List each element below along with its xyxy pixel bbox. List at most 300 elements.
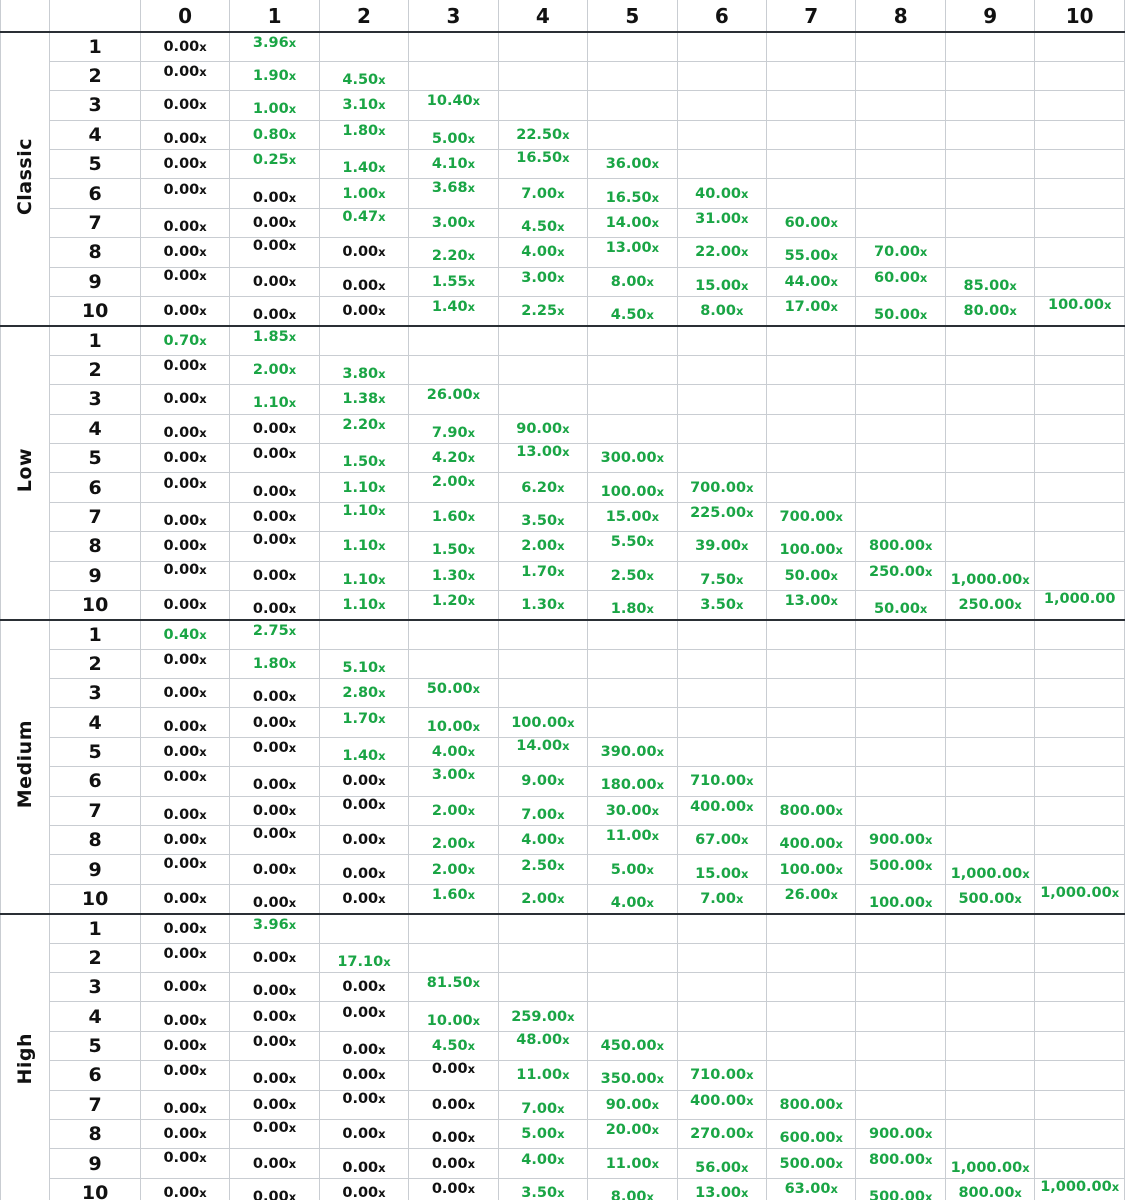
payout-cell — [588, 1031, 677, 1060]
payout-value: 3.96x — [252, 34, 297, 51]
payout-value: 2.50x — [521, 857, 565, 874]
multiplier-suffix: x — [1022, 1160, 1030, 1175]
multiplier-suffix: x — [288, 307, 297, 322]
multiplier-suffix: x — [288, 484, 297, 499]
multiplier-suffix: x — [646, 274, 654, 289]
payout-cell — [140, 708, 229, 737]
payout-cell — [1035, 708, 1125, 737]
payout-cell — [1035, 61, 1125, 90]
payout-cell — [409, 32, 498, 61]
table-row — [1, 91, 1125, 120]
multiplier-suffix: x — [378, 711, 386, 726]
multiplier-suffix: x — [288, 421, 297, 436]
multiplier-suffix: x — [467, 1181, 476, 1196]
column-header: 1 — [230, 0, 319, 32]
payout-cell — [140, 502, 229, 531]
payout-value: 0.00x — [252, 983, 297, 1000]
payout-cell — [767, 91, 856, 120]
payout-cell — [409, 973, 498, 1002]
payout-cell — [945, 532, 1034, 561]
payout-cell — [1035, 150, 1125, 179]
payout-cell — [588, 884, 677, 913]
payout-cell — [140, 1090, 229, 1119]
payout-value: 0.00x — [163, 920, 207, 937]
payout-value: 11.00x — [605, 828, 659, 845]
payout-cell — [409, 1090, 498, 1119]
multiplier-suffix: x — [199, 627, 207, 642]
payout-cell — [409, 61, 498, 90]
payout-value: 1.85x — [252, 328, 297, 345]
payout-cell — [140, 32, 229, 61]
row-header: 2 — [50, 649, 140, 678]
payout-cell — [677, 297, 766, 326]
multiplier-suffix: x — [288, 568, 297, 583]
payout-cell — [230, 855, 319, 884]
corner-cell-group — [1, 0, 50, 32]
payout-value: 22.00x — [695, 244, 749, 261]
payout-cell — [140, 767, 229, 796]
multiplier-suffix: x — [1014, 597, 1022, 612]
payout-cell — [677, 796, 766, 825]
multiplier-suffix: x — [467, 543, 476, 558]
payout-cell — [319, 1031, 408, 1060]
payout-value: 2.20x — [342, 416, 386, 433]
payout-value: 0.00x — [252, 1033, 297, 1050]
payout-value: 0.00x — [163, 302, 207, 319]
payout-value: 250.00x — [869, 563, 933, 580]
multiplier-suffix: x — [557, 597, 565, 612]
payout-cell — [767, 855, 856, 884]
multiplier-suffix: x — [378, 797, 386, 812]
row-header: 4 — [50, 708, 140, 737]
table-body — [1, 0, 1125, 1200]
multiplier-suffix: x — [288, 509, 297, 524]
payout-cell — [1035, 679, 1125, 708]
payout-cell — [140, 238, 229, 267]
payout-cell — [945, 120, 1034, 149]
payout-value: 1,000.00 — [1043, 590, 1116, 607]
payout-cell — [1035, 737, 1125, 766]
payout-cell — [409, 267, 498, 296]
payout-value: 2.00x — [252, 361, 297, 378]
row-header: 4 — [50, 414, 140, 443]
payout-value: 400.00x — [690, 798, 754, 815]
multiplier-suffix: x — [288, 1072, 297, 1087]
payout-cell — [498, 1119, 587, 1148]
payout-cell — [409, 443, 498, 472]
payout-cell — [319, 679, 408, 708]
payout-cell — [498, 355, 587, 384]
row-header: 5 — [50, 1031, 140, 1060]
payout-value: 31.00x — [695, 211, 749, 228]
multiplier-suffix: x — [199, 333, 207, 348]
corner-cell-rows — [50, 0, 140, 32]
multiplier-suffix: x — [1009, 303, 1017, 318]
payout-value: 5.00x — [431, 130, 476, 147]
payout-cell — [856, 355, 945, 384]
payout-value: 0.00x — [252, 949, 297, 966]
payout-cell — [945, 385, 1034, 414]
payout-cell — [945, 590, 1034, 619]
payout-cell — [1035, 1090, 1125, 1119]
payout-value: 1,000.00x — [1040, 1178, 1120, 1195]
payout-cell — [319, 620, 408, 649]
payout-value: 14.00x — [516, 738, 570, 755]
payout-cell — [677, 855, 766, 884]
row-header: 5 — [50, 737, 140, 766]
payout-cell — [677, 590, 766, 619]
payout-cell — [1035, 649, 1125, 678]
payout-cell — [1035, 561, 1125, 590]
payout-value: 5.00x — [521, 1126, 565, 1143]
table-row — [1, 620, 1125, 649]
payout-cell — [588, 943, 677, 972]
payout-cell — [588, 91, 677, 120]
row-header: 3 — [50, 91, 140, 120]
multiplier-suffix: x — [467, 887, 476, 902]
payout-value: 1.10x — [342, 502, 386, 519]
payout-cell — [1035, 943, 1125, 972]
multiplier-suffix: x — [924, 833, 933, 848]
payout-cell — [856, 767, 945, 796]
payout-value: 0.00x — [252, 215, 297, 232]
row-header: 10 — [50, 590, 140, 619]
payout-value: 350.00x — [600, 1071, 665, 1088]
multiplier-suffix: x — [378, 833, 386, 848]
payout-value: 8.00x — [700, 302, 744, 319]
payout-cell — [1035, 326, 1125, 355]
payout-cell — [319, 737, 408, 766]
payout-value: 7.00x — [521, 1100, 565, 1117]
payout-cell — [945, 443, 1034, 472]
payout-value: 0.00x — [342, 1004, 386, 1021]
payout-cell — [677, 679, 766, 708]
payout-value: 1.60x — [431, 508, 476, 525]
payout-value: 0.00x — [431, 1155, 476, 1172]
row-header: 1 — [50, 32, 140, 61]
payout-cell — [588, 473, 677, 502]
table-row — [1, 150, 1125, 179]
payout-cell — [319, 473, 408, 502]
payout-cell — [677, 1149, 766, 1178]
multiplier-suffix: x — [199, 597, 207, 612]
multiplier-suffix: x — [562, 1032, 570, 1047]
table-row — [1, 355, 1125, 384]
multiplier-suffix: x — [288, 690, 297, 705]
payout-cell — [856, 179, 945, 208]
payout-cell — [319, 91, 408, 120]
multiplier-suffix: x — [924, 1127, 933, 1142]
multiplier-suffix: x — [746, 505, 754, 520]
payout-cell — [140, 91, 229, 120]
multiplier-suffix: x — [378, 417, 386, 432]
multiplier-suffix: x — [378, 245, 386, 260]
multiplier-suffix: x — [741, 866, 749, 881]
row-header: 2 — [50, 943, 140, 972]
payout-cell — [856, 267, 945, 296]
multiplier-suffix: x — [378, 366, 386, 381]
row-header: 3 — [50, 679, 140, 708]
payout-cell — [409, 884, 498, 913]
payout-cell — [498, 120, 587, 149]
payout-cell — [319, 561, 408, 590]
multiplier-suffix: x — [378, 1005, 386, 1020]
payout-value: 80.00x — [963, 302, 1017, 319]
row-header: 10 — [50, 297, 140, 326]
payout-value: 3.96x — [252, 916, 297, 933]
payout-cell — [677, 532, 766, 561]
payout-value: 0.00x — [163, 156, 207, 173]
multiplier-suffix: x — [656, 1072, 665, 1087]
multiplier-suffix: x — [288, 69, 297, 84]
multiplier-suffix: x — [378, 749, 386, 764]
payout-value: 17.10x — [337, 953, 391, 970]
payout-cell — [319, 267, 408, 296]
payout-value: 0.00x — [342, 796, 386, 813]
payout-cell — [856, 590, 945, 619]
table-row — [1, 1149, 1125, 1178]
multiplier-suffix: x — [199, 39, 207, 54]
payout-value: 0.00x — [342, 1184, 386, 1200]
payout-cell — [498, 767, 587, 796]
multiplier-suffix: x — [199, 1185, 207, 1200]
payout-value: 2.50x — [610, 567, 654, 584]
row-header: 9 — [50, 561, 140, 590]
payout-value: 400.00x — [779, 836, 843, 853]
payout-cell — [945, 1031, 1034, 1060]
payout-cell — [767, 297, 856, 326]
payout-cell — [767, 120, 856, 149]
payout-cell — [767, 532, 856, 561]
payout-cell — [319, 150, 408, 179]
multiplier-suffix: x — [741, 833, 749, 848]
payout-cell — [856, 855, 945, 884]
payout-cell — [319, 297, 408, 326]
multiplier-suffix: x — [1014, 1185, 1022, 1200]
multiplier-suffix: x — [288, 827, 297, 842]
payout-cell — [767, 708, 856, 737]
payout-cell — [230, 1090, 319, 1119]
payout-cell — [230, 1119, 319, 1148]
payout-cell — [588, 32, 677, 61]
multiplier-suffix: x — [735, 891, 744, 906]
payout-cell — [1035, 973, 1125, 1002]
multiplier-suffix: x — [199, 539, 207, 554]
table-row — [1, 32, 1125, 61]
multiplier-suffix: x — [467, 180, 476, 195]
multiplier-suffix: x — [746, 480, 754, 495]
payout-value: 1.10x — [252, 395, 297, 412]
payout-cell — [498, 855, 587, 884]
payout-value: 39.00x — [695, 538, 749, 555]
multiplier-suffix: x — [378, 123, 386, 138]
payout-cell — [319, 914, 408, 943]
payout-cell — [677, 238, 766, 267]
multiplier-suffix: x — [199, 476, 207, 491]
payout-cell — [856, 502, 945, 531]
payout-cell — [856, 1090, 945, 1119]
payout-cell — [945, 767, 1034, 796]
row-header: 1 — [50, 620, 140, 649]
payout-cell — [498, 679, 587, 708]
multiplier-suffix: x — [472, 976, 481, 991]
payout-value: 800.00x — [779, 802, 843, 819]
payout-value: 0.00x — [163, 424, 207, 441]
payout-cell — [498, 443, 587, 472]
payout-cell — [767, 561, 856, 590]
multiplier-suffix: x — [288, 102, 297, 117]
multiplier-suffix: x — [1009, 278, 1017, 293]
payout-value: 3.00x — [431, 767, 476, 784]
payout-value: 0.00x — [163, 219, 207, 236]
row-header: 6 — [50, 179, 140, 208]
multiplier-suffix: x — [651, 190, 659, 205]
multiplier-suffix: x — [199, 807, 207, 822]
payout-cell — [588, 179, 677, 208]
payout-cell — [409, 532, 498, 561]
multiplier-suffix: x — [199, 220, 207, 235]
payout-cell — [1035, 32, 1125, 61]
multiplier-suffix: x — [378, 303, 386, 318]
multiplier-suffix: x — [199, 719, 207, 734]
payout-cell — [1035, 238, 1125, 267]
payout-cell — [945, 973, 1034, 1002]
multiplier-suffix: x — [199, 358, 207, 373]
payout-cell — [140, 326, 229, 355]
payout-value: 0.00x — [252, 1008, 297, 1025]
multiplier-suffix: x — [378, 278, 386, 293]
payout-cell — [1035, 1149, 1125, 1178]
payout-cell — [856, 414, 945, 443]
payout-cell — [1035, 1178, 1125, 1200]
multiplier-suffix: x — [199, 1101, 207, 1116]
multiplier-suffix: x — [378, 1068, 386, 1083]
payout-cell — [767, 826, 856, 855]
payout-value: 0.00x — [431, 1130, 476, 1147]
table-row — [1, 385, 1125, 414]
payout-value: 8.00x — [611, 1189, 654, 1200]
payout-cell — [945, 1090, 1034, 1119]
payout-cell — [140, 561, 229, 590]
payout-cell — [677, 737, 766, 766]
multiplier-suffix: x — [467, 862, 476, 877]
payout-cell — [767, 502, 856, 531]
payout-cell — [140, 443, 229, 472]
payout-value: 500.00x — [958, 890, 1022, 907]
payout-cell — [945, 1119, 1034, 1148]
payout-cell — [140, 473, 229, 502]
multiplier-suffix: x — [646, 535, 654, 550]
payout-value: 100.00x — [869, 894, 933, 911]
payout-cell — [588, 297, 677, 326]
payout-value: 2.25x — [521, 302, 565, 319]
payout-cell — [319, 385, 408, 414]
multiplier-suffix: x — [378, 539, 386, 554]
payout-value: 0.70x — [163, 332, 207, 349]
payout-cell — [319, 32, 408, 61]
payout-value: 50.00x — [874, 600, 928, 617]
payout-value: 2.00x — [521, 890, 565, 907]
payout-cell — [945, 267, 1034, 296]
payout-cell — [1035, 91, 1125, 120]
payout-cell — [319, 590, 408, 619]
multiplier-suffix: x — [735, 303, 744, 318]
payout-value: 0.00x — [252, 483, 297, 500]
payout-cell — [767, 973, 856, 1002]
payout-cell — [767, 767, 856, 796]
multiplier-suffix: x — [562, 151, 570, 166]
payout-value: 0.00x — [252, 689, 297, 706]
payout-cell — [1035, 1031, 1125, 1060]
row-header: 10 — [50, 884, 140, 913]
table-row — [1, 590, 1125, 619]
row-header: 4 — [50, 120, 140, 149]
payout-value: 70.00x — [874, 244, 928, 261]
table-row — [1, 796, 1125, 825]
payout-value: 4.50x — [610, 306, 654, 323]
payout-cell — [677, 267, 766, 296]
payout-value: 225.00x — [690, 504, 754, 521]
payout-cell — [588, 855, 677, 884]
row-header: 9 — [50, 1149, 140, 1178]
payout-value: 0.00x — [252, 861, 297, 878]
payout-value: 40.00x — [695, 185, 749, 202]
payout-cell — [319, 973, 408, 1002]
payout-cell — [498, 737, 587, 766]
payout-cell — [767, 61, 856, 90]
payout-value: 0.00x — [252, 420, 297, 437]
multiplier-suffix: x — [472, 388, 481, 403]
payout-cell — [677, 708, 766, 737]
payout-cell — [409, 91, 498, 120]
column-header: 5 — [588, 0, 677, 32]
payout-value: 0.00x — [252, 777, 297, 794]
payout-cell — [140, 414, 229, 443]
multiplier-suffix: x — [199, 891, 207, 906]
payout-value: 1.40x — [342, 160, 386, 177]
payout-value: 900.00x — [869, 832, 933, 849]
payout-cell — [319, 443, 408, 472]
payout-cell — [140, 179, 229, 208]
column-header: 3 — [409, 0, 498, 32]
multiplier-suffix: x — [199, 686, 207, 701]
multiplier-suffix: x — [746, 1093, 754, 1108]
payout-value: 0.00x — [163, 267, 207, 284]
payout-cell — [498, 973, 587, 1002]
table-row — [1, 1061, 1125, 1090]
payout-cell — [945, 1002, 1034, 1031]
row-header: 8 — [50, 532, 140, 561]
table-row — [1, 1031, 1125, 1060]
payout-value: 0.25x — [252, 152, 297, 169]
multiplier-suffix: x — [651, 509, 659, 524]
multiplier-suffix: x — [746, 1127, 754, 1142]
payout-cell — [945, 179, 1034, 208]
payout-cell — [498, 32, 587, 61]
payout-value: 0.00x — [163, 979, 207, 996]
multiplier-suffix: x — [378, 572, 386, 587]
payout-cell — [230, 561, 319, 590]
multiplier-suffix: x — [378, 1042, 386, 1057]
multiplier-suffix: x — [835, 509, 843, 524]
multiplier-suffix: x — [924, 1152, 933, 1167]
table-row — [1, 561, 1125, 590]
table-row — [1, 649, 1125, 678]
payout-cell — [945, 1178, 1034, 1200]
payout-value: 4.00x — [521, 244, 565, 261]
payout-cell — [588, 1061, 677, 1090]
payout-cell — [856, 649, 945, 678]
